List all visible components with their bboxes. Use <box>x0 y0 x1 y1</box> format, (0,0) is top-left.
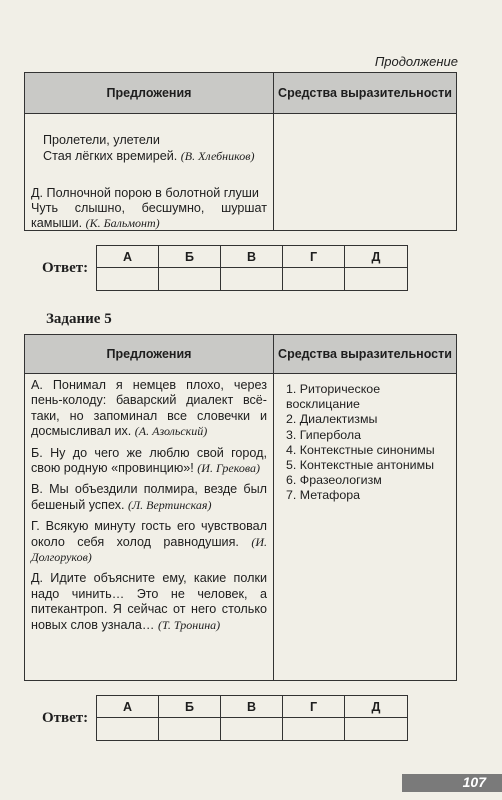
sentence-g: Г. Всякую минуту гость его чувствовал около себя холод равнодушия. (И. Долгоруков) <box>31 519 267 565</box>
answer-grid-1 <box>42 245 408 291</box>
answer-letter: Б <box>159 696 221 718</box>
means-item: 3. Гипербола <box>286 427 362 442</box>
means-item: 1. Риторическое восклицание <box>286 382 381 412</box>
means-item: 6. Фразеологизм <box>286 473 382 488</box>
answer-letter: Б <box>159 246 221 268</box>
sentence-row: Пролетели, улетели Стая лёгких времирей. (В. Хлебников) <box>43 133 255 163</box>
answer-cell[interactable] <box>159 718 221 740</box>
table-task5 <box>24 334 457 681</box>
means-item: 5. Контекстные антонимы <box>286 458 435 473</box>
sentence-b: Б. Ну до чего же люблю свой город, свою родную «провинцию»! (И. Грекова) <box>31 445 267 476</box>
answer-cell[interactable] <box>221 268 283 290</box>
page-number: 107 <box>462 774 486 790</box>
means-item: 2. Диалектизмы <box>286 412 378 427</box>
answer-cell[interactable] <box>97 718 159 740</box>
sentence-v: В. Мы объездили полмира, везде был бешеный успех. (Л. Вертинская) <box>31 482 267 512</box>
answer-grid-2 <box>42 695 408 741</box>
answer-letter: В <box>221 696 283 718</box>
sentence-row: Д. Полночной порою в болотной глуши Чуть слышно, бесшумно, шуршат камыши. (К. Бальмонт) <box>31 185 267 231</box>
answer-cell[interactable] <box>345 718 407 740</box>
answer-letter: Г <box>283 246 345 268</box>
answer-letter: А <box>97 246 159 268</box>
col-header-sentences: Предложения <box>25 335 274 373</box>
table-continued <box>24 72 457 231</box>
answer-cell[interactable] <box>159 268 221 290</box>
continued-label: Продолжение <box>374 54 458 69</box>
means-item: 4. Контекстные синонимы <box>286 442 435 457</box>
col-header-means: Средства выразительности <box>278 346 452 361</box>
answer-letter: Д <box>345 246 407 268</box>
answer-letter: В <box>221 246 283 268</box>
answer-cell[interactable] <box>345 268 407 290</box>
means-item: 7. Метафора <box>286 488 361 503</box>
col-header-means: Средства выразительности <box>278 85 452 100</box>
answer-cell[interactable] <box>283 718 345 740</box>
answer-letter: Д <box>345 696 407 718</box>
means-list <box>286 382 446 504</box>
answer-letter: А <box>97 696 159 718</box>
answer-letter: Г <box>283 696 345 718</box>
answer-cell[interactable] <box>283 268 345 290</box>
sentence-d: Д. Идите объясните ему, какие полки надо чинить… Это не человек, а питекантроп. Я сейчас от него столько новых слов узнала… (Т. Тронина) <box>31 571 267 632</box>
answer-label: Ответ: <box>42 709 89 726</box>
task-title: Задание 5 <box>46 311 112 327</box>
answer-cell[interactable] <box>97 268 159 290</box>
answer-cell[interactable] <box>221 718 283 740</box>
page-footer <box>352 766 502 800</box>
col-header-sentences: Предложения <box>25 73 274 113</box>
sentence-a: А. Понимал я немцев плохо, через пень-колоду: баварский диалект всё-таки, но запоминал все словечки и досмысливал их. (А. Азольский) <box>31 378 267 439</box>
footer-stripe <box>402 774 502 792</box>
answer-label: Ответ: <box>42 259 89 276</box>
